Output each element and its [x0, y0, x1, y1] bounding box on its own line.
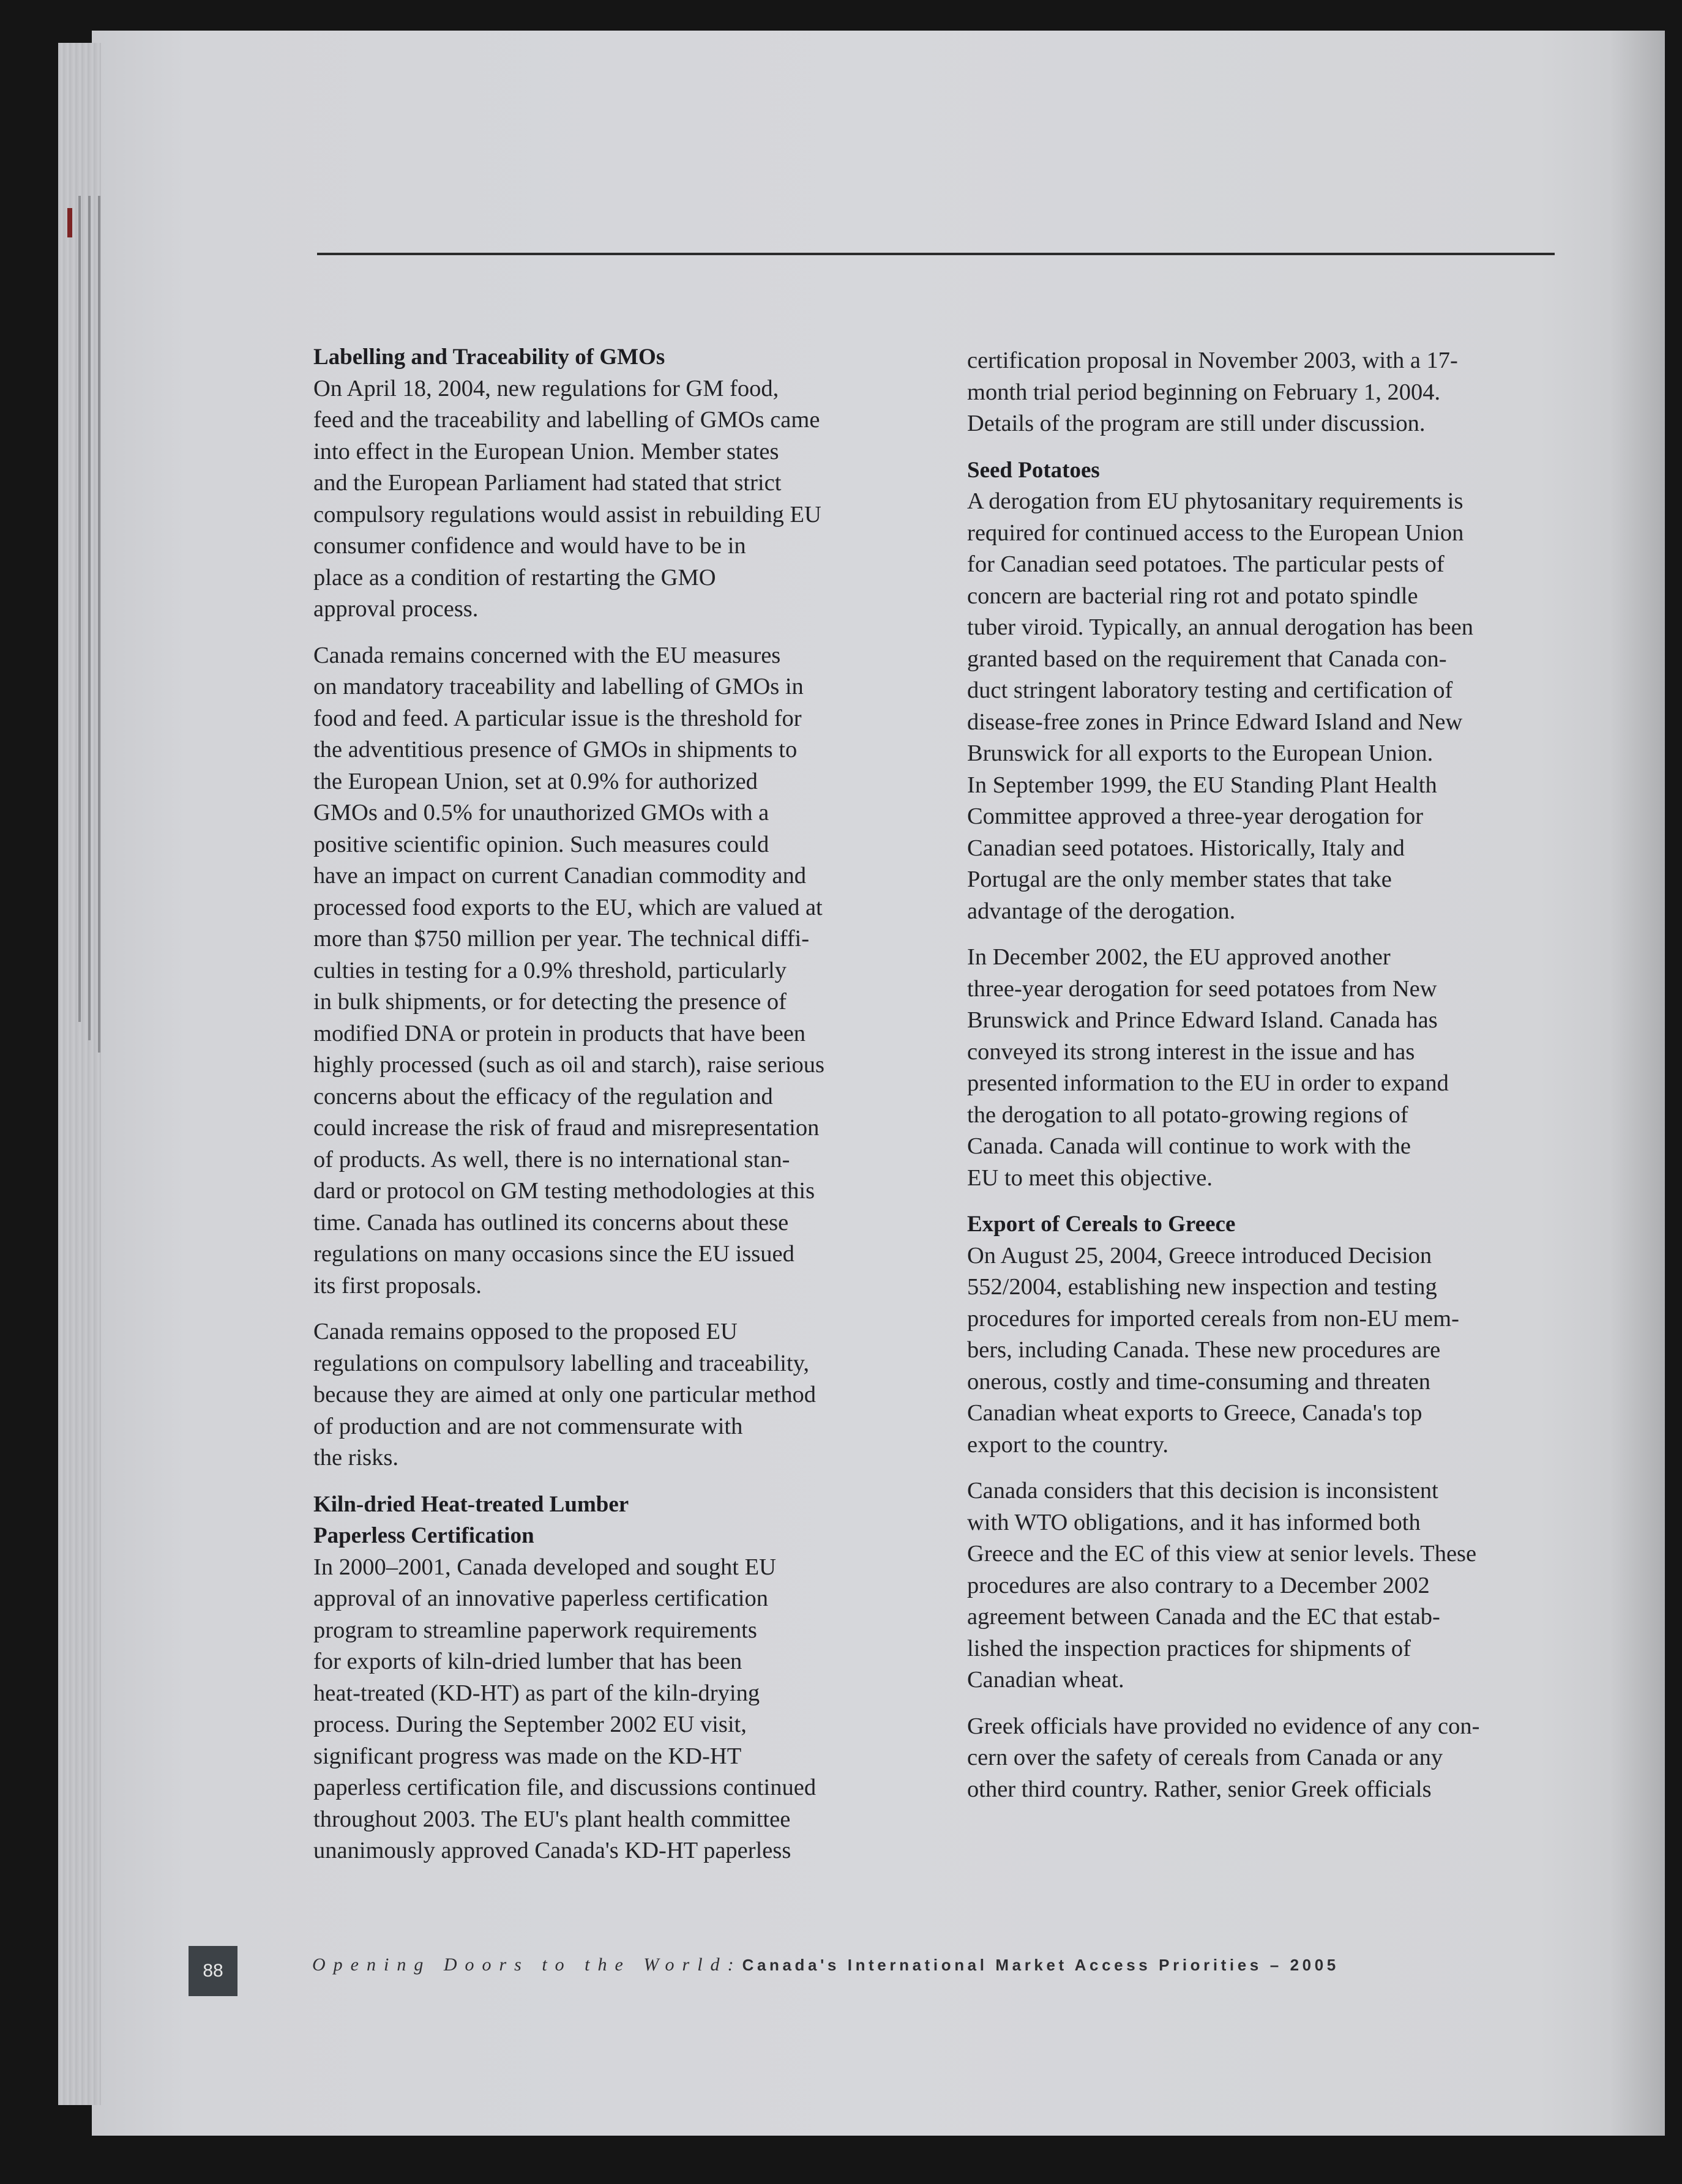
paragraph: certification proposal in November 2003, with a 17- month trial period beginning on February 1, 2004. Details of the program are still under discussion. [967, 348, 1458, 436]
footer-title: Opening Doors to the World [312, 1955, 728, 1975]
edge-line [88, 196, 91, 1040]
paragraph: In 2000–2001, Canada developed and sought EU approval of an innovative paperless certification program to streamline paperwork requirements for exports of kiln-dried lumber that has been heat-treated (KD-HT) as part of the kiln-drying process. During the September 2002 EU visit, significant progress was made on the KD-HT paperless certification file, and discussions continued throughout 2003. The EU's plant health committee unanimously approved Canada's KD-HT paperless [313, 1554, 817, 1863]
paragraph: A derogation from EU phytosanitary requirements is required for continued access to the European Union for Canadian seed potatoes. The particular pests of concern are bacterial ring rot and potato spindle tuber viroid. Typically, an annual derogation has been granted based on the requirement that Canada con- duct stringent laboratory testing and certification of disease-free zones in Prince Edward Island and New Brunswick for all exports to the European Union. In September 1999, the EU Standing Plant Health Committee approved a three-year derogation for Canadian seed potatoes. Historically, Italy and Portugal are the only member states that take advantage of the derogation. [967, 488, 1473, 924]
page-edge-marks [67, 196, 104, 1053]
section-heading: Seed Potatoes [967, 457, 1100, 483]
section-heading: Labelling and Traceability of GMOs [313, 345, 665, 370]
paragraph: In December 2002, the EU approved another three-year derogation for seed potatoes from New Brunswick and Prince Edward Island. Canada has conveyed its strong interest in the issue and has presented information to the EU in order to expand the derogation to all potato-growing regions of Canada. Canada will continue to work with the EU to meet this objective. [967, 944, 1449, 1191]
gutter-shadow [1610, 31, 1665, 2136]
left-column [313, 341, 901, 1882]
header-rule [317, 253, 1555, 255]
footer-separator: : [727, 1955, 734, 1975]
paragraph: On August 25, 2004, Greece introduced Decision 552/2004, establishing new inspection and testing procedures for imported cereals from non-EU mem- bers, including Canada. These new procedures are onerous, costly and time-consuming and threaten Canadian wheat exports to Greece, Canada's top export to the country. [967, 1242, 1459, 1458]
edge-line [98, 196, 100, 1053]
section-heading: Kiln-dried Heat-treated Lumber Paperless Certification [313, 1491, 629, 1548]
paragraph: On April 18, 2004, new regulations for GM food, feed and the traceability and labelling of GMOs came into effect in the European Union. Member states and the European Parliament had stated that strict compulsory regulations would assist in rebuilding EU consumer confidence and would have to be in place as a condition of restarting the GMO approval process. [313, 375, 821, 622]
paragraph: Canada considers that this decision is inconsistent with WTO obligations, and it has informed both Greece and the EC of this view at senior levels. These procedures are also contrary to a December 2002 agreement between Canada and the EC that estab- lished the inspection practices for shipments of Canadian wheat. [967, 1478, 1477, 1693]
running-footer [312, 1955, 1339, 1991]
footer-subtitle: Canada's International Market Access Priorities – 2005 [742, 1956, 1339, 1974]
page-number: 88 [189, 1946, 237, 1996]
paragraph: Canada remains concerned with the EU measures on mandatory traceability and labelling of GMOs in food and feed. A particular issue is the threshold for the adventitious presence of GMOs in shipments to the European Union, set at 0.9% for authorized GMOs and 0.5% for unauthorized GMOs with a positive scientific opinion. Such measures could have an impact on current Canadian commodity and processed food exports to the EU, which are valued at more than $750 million per year. The technical diffi- culties in testing for a 0.9% threshold, particularly in bulk shipments, or for detecting the presence of modified DNA or protein in products that have been highly processed (such as oil and starch), raise serious concerns about the efficacy of the regulation and could increase the risk of fraud and misrepresentation of products. As well, there is no international stan- dard or protocol on GM testing methodologies at this time. Canada has outlined its concerns about these regulations on many occasions since the EU issued its first proposals. [313, 642, 825, 1299]
paragraph: Greek officials have provided no evidence of any con- cern over the safety of cereals from Canada or any other third country. Rather, senior Greek officials [967, 1713, 1480, 1802]
right-column [967, 345, 1555, 1820]
edge-tab-mark [67, 208, 72, 237]
section-heading: Export of Cereals to Greece [967, 1212, 1236, 1237]
paragraph: Canada remains opposed to the proposed EU regulations on compulsory labelling and traceability, because they are aimed at only one particular method of production and are not commensurate with the risks. [313, 1319, 816, 1470]
edge-line [78, 196, 81, 1022]
